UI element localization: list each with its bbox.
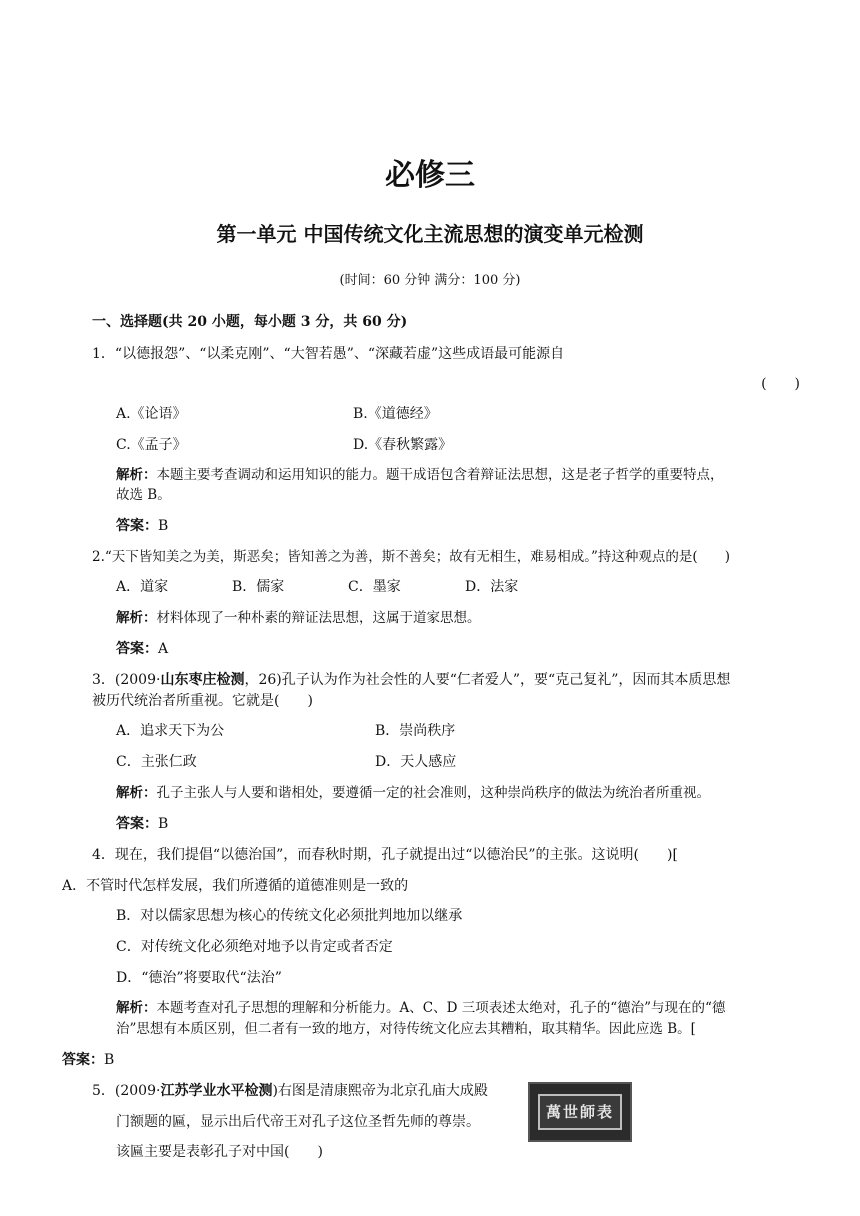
- q3-analysis-label: 解析：: [116, 785, 157, 801]
- q4-option-b: B．对以儒家思想为核心的传统文化必须批判地加以继承: [116, 908, 463, 924]
- q4-option-c: C．对传统文化必须绝对地予以肯定或者否定: [116, 939, 393, 955]
- q2-option-c: C．墨家: [348, 579, 401, 595]
- q3-answer-label: 答案：: [116, 816, 158, 832]
- q4-analysis-line1: [116, 999, 725, 1017]
- q2-answer: [116, 640, 168, 658]
- q2-analysis-text: 材料体现了一种朴素的辩证法思想，这属于道家思想。: [156, 610, 481, 626]
- q4-analysis-label: 解析：: [116, 1000, 157, 1016]
- q2-option-a: A．道家: [116, 579, 169, 595]
- q1-answer-label: 答案：: [116, 518, 158, 534]
- q1-answer: [116, 517, 168, 535]
- q1-analysis-line2: 故选 B。: [116, 487, 171, 503]
- q2-stem: 2.“天下皆知美之为美，斯恶矣；皆知善之为善，斯不善矣；故有无相生，难易相成。”持这种观点的是( ): [92, 549, 730, 565]
- unit-subtitle: 第一单元 中国传统文化主流思想的演变单元检测: [216, 222, 644, 246]
- q3-option-c: C．主张仁政: [116, 754, 197, 770]
- q4-analysis-text: 本题考查对孔子思想的理解和分析能力。A、C、D 三项表述太绝对，孔子的“德治”与现在的“德: [156, 1000, 726, 1016]
- q5-stem-line1: [92, 1082, 488, 1100]
- q3-source: 山东枣庄检测: [160, 672, 245, 688]
- q1-stem: 1．“以德报怨”、“以柔克刚”、“大智若愚”、“深藏若虚”这些成语最可能源自: [92, 346, 565, 362]
- q1-option-a: A.《论语》: [116, 406, 187, 422]
- q5-stem-prefix: 5．(2009·: [92, 1083, 161, 1099]
- q5-stem-line2: 门额题的匾，显示出后代帝王对孔子这位圣哲先师的尊崇。: [116, 1114, 480, 1130]
- q4-option-a: A．不管时代怎样发展，我们所遵循的道德准则是一致的: [62, 878, 409, 894]
- q2-analysis: [116, 609, 481, 627]
- q2-answer-label: 答案：: [116, 641, 158, 657]
- q1-option-d: D.《春秋繁露》: [353, 437, 453, 453]
- q1-option-b: B.《道德经》: [353, 406, 438, 422]
- q4-analysis-line2: 治”思想有本质区别，但二者有一致的地方，对待传统文化应去其糟粕，取其精华。因此应选 B。[: [116, 1021, 696, 1037]
- q5-stem-text: )右图是清康熙帝为北京孔庙大成殿: [272, 1083, 488, 1099]
- q1-analysis-text: 本题主要考查调动和运用知识的能力。题干成语包含着辩证法思想，这是老子哲学的重要特点，: [156, 467, 724, 483]
- plaque-image: [528, 1082, 632, 1142]
- q1-analysis-line1: [116, 466, 724, 484]
- q3-option-a: A．追求天下为公: [116, 723, 225, 739]
- exam-meta: (时间：60 分钟 满分：100 分): [339, 273, 521, 288]
- q3-option-d: D．天人感应: [375, 754, 457, 770]
- q5-source: 江苏学业水平检测: [160, 1083, 273, 1099]
- q2-option-d: D．法家: [465, 579, 519, 595]
- q5-stem-line3: 该匾主要是表彰孔子对中国( ): [116, 1144, 323, 1160]
- section-heading: 一、选择题(共 20 小题，每小题 3 分，共 60 分): [92, 314, 408, 330]
- q4-option-d: D．“德治”将要取代“法治”: [116, 970, 282, 986]
- document-title: 必修三: [385, 158, 475, 193]
- q4-stem: 4．现在，我们提倡“以德治国”，而春秋时期，孔子就提出过“以德治民”的主张。这说明( )[: [92, 847, 678, 863]
- plaque-inscription: 萬世師表: [545, 1103, 614, 1121]
- q2-answer-value: A: [158, 641, 169, 657]
- q3-stem-line1: [92, 671, 730, 689]
- q1-answer-value: B: [158, 518, 169, 534]
- plaque-frame: [538, 1094, 622, 1130]
- q3-answer: [116, 815, 168, 833]
- q1-option-c: C.《孟子》: [116, 437, 187, 453]
- q2-option-b: B．儒家: [232, 579, 285, 595]
- q3-analysis-text: 孔子主张人与人要和谐相处，要遵循一定的社会准则，这种崇尚秩序的做法为统治者所重视。: [156, 785, 710, 801]
- q3-analysis: [116, 784, 710, 802]
- q1-bracket: ( ): [761, 376, 800, 392]
- q4-answer-value: B: [104, 1052, 115, 1068]
- q2-analysis-label: 解析：: [116, 610, 157, 626]
- q3-stem-prefix: 3．(2009·: [92, 672, 161, 688]
- q3-stem-text: ，26)孔子认为作为社会性的人要“仁者爱人”，要“克己复礼”，因而其本质思想: [244, 672, 731, 688]
- q3-stem-line2: 被历代统治者所重视。它就是( ): [92, 693, 313, 709]
- q4-answer-label: 答案：: [62, 1052, 104, 1068]
- q4-answer: [62, 1051, 114, 1069]
- q1-analysis-label: 解析：: [116, 467, 157, 483]
- q3-option-b: B．崇尚秩序: [375, 723, 456, 739]
- q3-answer-value: B: [158, 816, 169, 832]
